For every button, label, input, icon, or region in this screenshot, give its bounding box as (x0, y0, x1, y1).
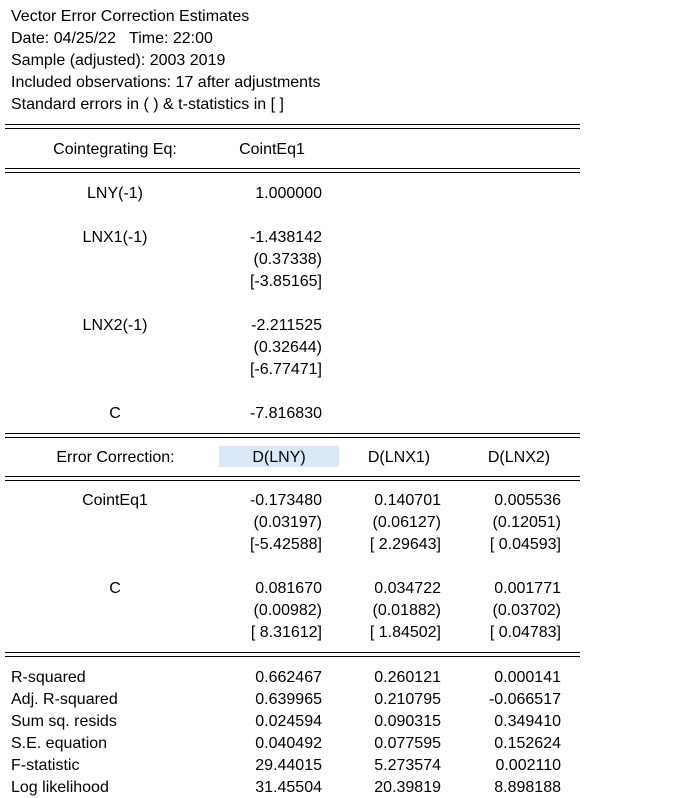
se-cell[interactable]: (0.01882) (372, 602, 441, 619)
column-header-dlny[interactable]: D(LNY) (252, 449, 306, 466)
stat-label-se-equation: S.E. equation (11, 735, 108, 752)
divider (5, 433, 580, 434)
stat-cell[interactable]: 5.273574 (374, 757, 441, 774)
stat-label-adj-r-squared: Adj. R-squared (11, 691, 118, 708)
t-stat-cell[interactable]: [-6.77471] (249, 361, 322, 378)
coef-cell[interactable]: -1.438142 (249, 229, 322, 246)
stat-cell[interactable]: 0.090315 (374, 713, 441, 730)
coef-cell[interactable]: 0.081670 (255, 580, 322, 597)
cointeq1-column-header[interactable]: CointEq1 (239, 141, 305, 158)
coef-cell[interactable]: 0.140701 (374, 492, 441, 509)
t-stat-cell[interactable]: [ 8.31612] (250, 624, 322, 641)
coef-cell[interactable]: 0.005536 (494, 492, 561, 509)
stat-label-r-squared: R-squared (11, 669, 86, 686)
stat-cell[interactable]: 0.210795 (374, 691, 441, 708)
se-cell[interactable]: (0.32644) (253, 339, 322, 356)
stat-cell[interactable]: 31.45504 (255, 779, 322, 796)
stat-label-log-likelihood: Log likelihood (11, 779, 109, 796)
t-stat-cell[interactable]: [-3.85165] (249, 273, 322, 290)
stat-label-sum-sq-resids: Sum sq. resids (11, 713, 117, 730)
observations-line: Included observations: 17 after adjustments (11, 74, 321, 91)
row-label: C (109, 580, 121, 597)
stat-cell[interactable]: -0.066517 (488, 691, 561, 708)
se-cell[interactable]: (0.06127) (372, 514, 441, 531)
stat-cell[interactable]: 0.639965 (255, 691, 322, 708)
cointegrating-eq-label: Cointegrating Eq: (53, 141, 177, 158)
divider (5, 128, 580, 129)
column-header-dlnx2[interactable]: D(LNX2) (487, 449, 551, 466)
row-label: LNY(-1) (86, 185, 143, 202)
stat-cell[interactable]: 29.44015 (255, 757, 322, 774)
divider (5, 437, 580, 438)
stat-cell[interactable]: 0.040492 (255, 735, 322, 752)
coef-cell[interactable]: 1.000000 (255, 185, 322, 202)
coef-cell[interactable]: 0.001771 (494, 580, 561, 597)
stat-label-f-statistic: F-statistic (11, 757, 80, 774)
t-stat-cell[interactable]: [ 0.04593] (489, 536, 561, 553)
stat-cell[interactable]: 8.898188 (494, 779, 561, 796)
se-cell[interactable]: (0.03702) (492, 602, 561, 619)
row-label: CointEq1 (82, 492, 148, 509)
se-cell[interactable]: (0.03197) (253, 514, 322, 531)
stat-cell[interactable]: 0.349410 (494, 713, 561, 730)
row-label: C (109, 405, 121, 422)
stat-cell[interactable]: 20.39819 (374, 779, 441, 796)
row-label: LNX1(-1) (82, 229, 148, 246)
stat-cell[interactable]: 0.002110 (495, 757, 561, 774)
stat-cell[interactable]: 0.000141 (494, 669, 561, 686)
error-correction-label: Error Correction: (56, 449, 175, 466)
stat-cell[interactable]: 0.152624 (494, 735, 561, 752)
standard-errors-note: Standard errors in ( ) & t-statistics in [ ] (11, 96, 284, 113)
coef-cell[interactable]: -7.816830 (249, 405, 322, 422)
stat-cell[interactable]: 0.024594 (255, 713, 322, 730)
divider (5, 168, 580, 169)
t-stat-cell[interactable]: [ 2.29643] (369, 536, 441, 553)
coef-cell[interactable]: -0.173480 (249, 492, 322, 509)
row-label: LNX2(-1) (82, 317, 148, 334)
se-cell[interactable]: (0.37338) (253, 251, 322, 268)
t-stat-cell[interactable]: [ 0.04783] (489, 624, 561, 641)
se-cell[interactable]: (0.00982) (253, 602, 322, 619)
column-header-dlnx1[interactable]: D(LNX1) (367, 449, 431, 466)
coef-cell[interactable]: -2.211525 (251, 317, 322, 334)
se-cell[interactable]: (0.12051) (492, 514, 561, 531)
sample-line: Sample (adjusted): 2003 2019 (11, 52, 226, 69)
t-stat-cell[interactable]: [ 1.84502] (369, 624, 441, 641)
stat-cell[interactable]: 0.260121 (374, 669, 441, 686)
divider (5, 124, 580, 125)
divider (5, 476, 580, 477)
stat-cell[interactable]: 0.077595 (374, 735, 441, 752)
date-line: Date: 04/25/22 Time: 22:00 (11, 30, 213, 47)
divider (5, 652, 580, 653)
divider (5, 480, 580, 481)
t-stat-cell[interactable]: [-5.42588] (249, 536, 322, 553)
coef-cell[interactable]: 0.034722 (374, 580, 441, 597)
stat-cell[interactable]: 0.662467 (255, 669, 322, 686)
divider (5, 172, 580, 173)
output-title: Vector Error Correction Estimates (11, 8, 250, 25)
divider (5, 656, 580, 657)
